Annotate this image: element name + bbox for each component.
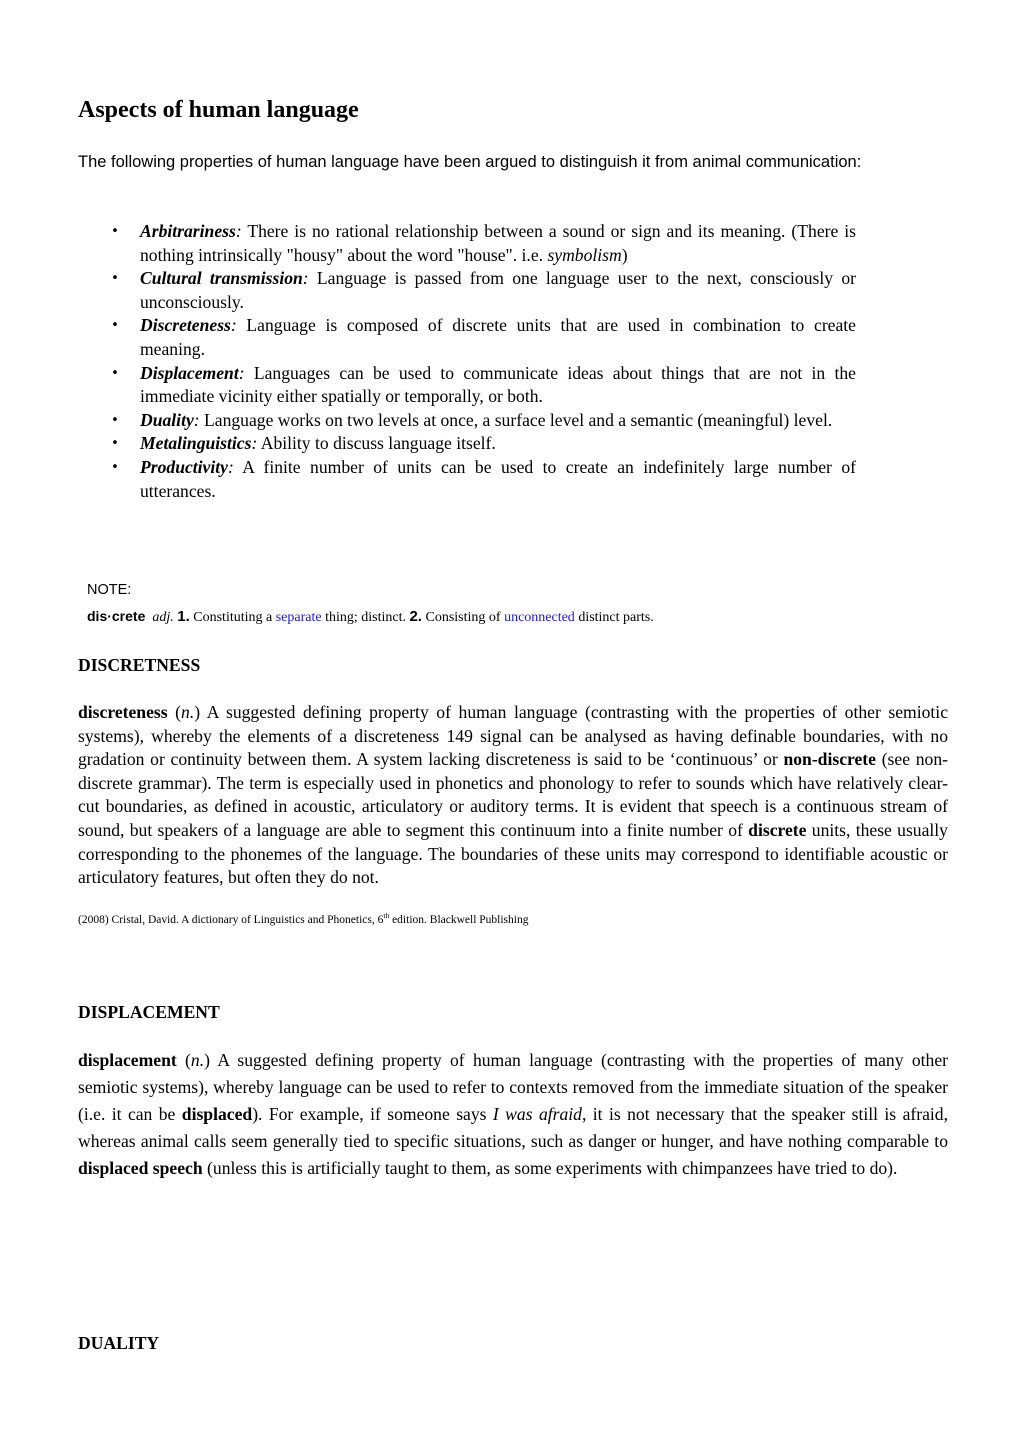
- property-text: Ability to discuss language itself.: [257, 433, 496, 454]
- bullet-icon: •: [111, 459, 119, 475]
- page-title: Aspects of human language: [78, 97, 359, 123]
- paren: ): [194, 702, 201, 722]
- property-text: There is no rational relationship between a sound or sign and its meaning. (There is nothing intrinsically "housy" about the word "house". i.e.: [140, 221, 856, 265]
- section-heading-displacement: DISPLACEMENT: [78, 1002, 220, 1022]
- bullet-icon: •: [111, 412, 119, 428]
- property-colon: :: [227, 456, 234, 477]
- paren: (: [167, 702, 182, 722]
- section-heading-duality: DUALITY: [78, 1333, 160, 1353]
- entry-term: displacement: [78, 1050, 177, 1070]
- discreteness-paragraph: [78, 701, 948, 890]
- property-text: Language is composed of discrete units that are used in combination to create meaning.: [140, 315, 856, 359]
- paren: ): [204, 1050, 210, 1070]
- citation-text: (2008) Cristal, David. A dictionary of Linguistics and Phonetics, 6: [78, 914, 384, 926]
- property-term: Arbitrariness: [140, 221, 236, 241]
- properties-list: [111, 220, 856, 503]
- entry-text: A suggested defining property of human language (contrasting with the properties of many other semiotic systems), whereby language can be used to refer to contexts removed from the immediate situation of the speaker (i.e. it can be: [78, 1050, 948, 1125]
- paren: (: [176, 1050, 191, 1070]
- property-extra-italic: symbolism: [547, 244, 622, 265]
- citation-superscript: th: [383, 911, 390, 921]
- list-item: [111, 220, 856, 267]
- entry-italic: I was afraid: [492, 1104, 582, 1125]
- property-colon: :: [193, 409, 200, 430]
- property-term: Metalinguistics: [140, 433, 252, 454]
- bullet-icon: •: [111, 365, 119, 381]
- property-colon: :: [235, 221, 242, 241]
- sense-text: Constituting a: [193, 610, 276, 625]
- property-term: Duality: [140, 409, 194, 430]
- bullet-icon: •: [111, 436, 119, 452]
- entry-bold: discrete: [748, 819, 807, 840]
- property-text: A finite number of units can be used to create an indefinitely large number of utterances.: [140, 456, 856, 501]
- entry-text: (see non-discrete grammar). The term is especially used in phonetics and phonology to refer to sounds which have relatively clear-cut boundaries, as defined in acoustic, articulatory or auditory terms. It is evident that speech is a continuous stream of sound, but speakers of a language are able to segment this continuum into a finite number of: [78, 749, 948, 840]
- bullet-icon: •: [111, 318, 119, 334]
- entry-bold: displaced: [181, 1104, 253, 1125]
- list-item: [111, 362, 856, 409]
- property-term: Discreteness: [140, 315, 231, 336]
- definition-headword: dis·crete: [87, 608, 146, 624]
- intro-paragraph: The following properties of human language have been argued to distinguish it from animal communication:: [78, 153, 862, 171]
- dictionary-definition: [87, 606, 654, 628]
- property-colon: :: [302, 268, 309, 289]
- property-colon: :: [238, 362, 245, 383]
- citation-text: edition. Blackwell Publishing: [389, 914, 529, 926]
- entry-pos: n.: [181, 702, 195, 722]
- list-item: [111, 456, 856, 503]
- bullet-icon: •: [111, 224, 119, 239]
- sense-number: 2.: [409, 608, 422, 625]
- sense-text: Consisting of: [425, 610, 505, 625]
- property-term: Displacement: [140, 362, 239, 383]
- list-item: [111, 432, 856, 456]
- list-item: [111, 409, 856, 433]
- entry-pos: n.: [190, 1050, 205, 1070]
- sense-text: thing; distinct.: [321, 610, 410, 625]
- section-heading-discreteness: DISCRETNESS: [78, 655, 201, 675]
- list-item: [111, 314, 856, 361]
- definition-link-separate[interactable]: separate: [275, 610, 322, 625]
- entry-text: A suggested defining property of human language (contrasting with the properties of other semiotic systems), whereby the elements of a discreteness 149 signal can be analysed as having definable boundaries, with no gradation or continuity between them. A system lacking discreteness is said to be ‘continuous’ or: [78, 702, 949, 770]
- entry-bold: non-discrete: [783, 749, 876, 770]
- entry-text: units, these usually corresponding to the phonemes of the language. The boundaries of these units may correspond to identifiable acoustic or articulatory features, but often they do not.: [78, 819, 948, 888]
- citation: [78, 912, 528, 928]
- list-item: [111, 267, 856, 314]
- property-colon: :: [230, 315, 237, 336]
- property-text: Languages can be used to communicate ideas about things that are not in the immediate vicinity either spatially or temporally, or both.: [140, 362, 856, 407]
- property-term: Cultural transmission: [140, 268, 303, 289]
- property-colon: :: [251, 433, 258, 454]
- displacement-paragraph: [78, 1047, 948, 1182]
- property-text: Language is passed from one language user to the next, consciously or unconsciously.: [140, 268, 856, 312]
- bullet-icon: •: [111, 271, 119, 287]
- property-extra-after: ): [621, 244, 628, 265]
- sense-number: 1.: [177, 608, 190, 625]
- sense-text: distinct parts.: [574, 610, 654, 625]
- note-label: NOTE:: [87, 582, 132, 598]
- entry-term: discreteness: [78, 702, 168, 722]
- entry-text: , it is not necessary that the speaker still is afraid, whereas animal calls seem generally tied to specific situations, such as danger or hunger, and have nothing comparable to: [78, 1104, 948, 1152]
- entry-text: (unless this is artificially taught to them, as some experiments with chimpanzees have tried to do).: [202, 1158, 898, 1179]
- definition-pos: adj.: [152, 610, 174, 625]
- entry-text: ). For example, if someone says: [252, 1104, 493, 1125]
- property-text: Language works on two levels at once, a surface level and a semantic (meaningful) level.: [199, 409, 833, 430]
- property-term: Productivity: [140, 456, 228, 477]
- definition-link-unconnected[interactable]: unconnected: [504, 610, 575, 625]
- entry-bold: displaced speech: [78, 1158, 203, 1179]
